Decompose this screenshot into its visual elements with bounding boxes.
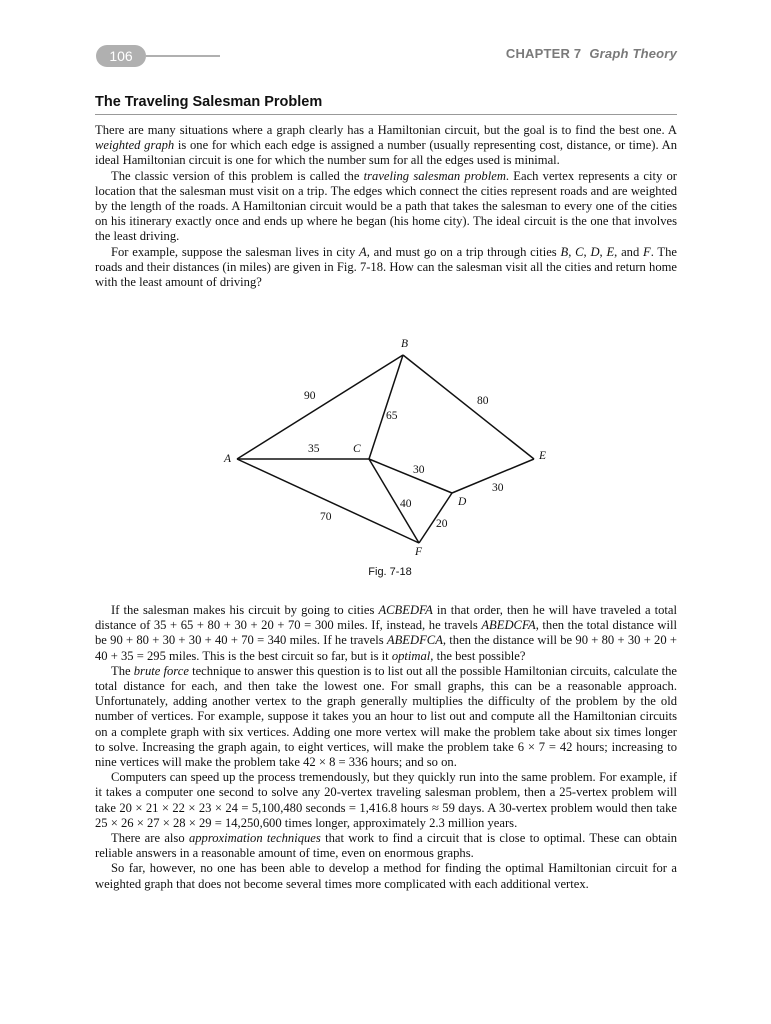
edge-c-d	[369, 459, 452, 493]
paragraph: There are also approximation techniques that work to find a circuit that is close to optimal. These can obtain reliable answers in a reasonable amount of time, even on enormous graphs.	[95, 831, 678, 861]
chapter-label: CHAPTER 7	[505, 46, 582, 61]
paragraph: For example, suppose the salesman lives in city A, and must go on a trip through cities B, C, D, E, and F. The roads and their distances (in miles) are given in Fig. 7-18. How can the salesman visit all the cities and return home with the least amount of driving?	[95, 244, 678, 290]
weighted-graph-diagram	[220, 335, 560, 560]
page-header	[0, 40, 771, 70]
edge-b-c	[369, 355, 403, 459]
term-optimal: optimal	[391, 648, 431, 663]
term-brute-force: brute force	[133, 663, 189, 678]
edge-weight-df: 20	[436, 518, 448, 530]
edge-c-f	[369, 459, 419, 543]
term-weighted-graph: weighted graph	[95, 138, 175, 153]
vertex-label-b: B	[401, 338, 409, 350]
intro-text	[95, 123, 677, 290]
edge-weight-cd: 30	[413, 464, 425, 476]
edge-weight-bc: 65	[386, 410, 398, 422]
route-acbedfa: ACBEDFA	[378, 603, 433, 617]
header-rule	[146, 55, 220, 57]
figure-caption: Fig. 7-18	[368, 566, 412, 578]
paragraph: The brute force technique to answer this question is to list out all the possible Hamiltonian circuits, calculate the total distance for each, and then take the lowest one. For small graphs, this can be a reasonable approach. Unfortunately, adding another vertex to the graph generally multiplies the difficulty of the problem by the old number of vertices. For example, suppose it takes you an hour to list out and compute all the Hamiltonian circuits on a complete graph with six vertices. Adding one more vertex will make the problem take about six times longer to solve. Increasing the graph again, to eight vertices, will make the problem take 6 × 7 = 42 hours; increasing to nine vertices will make the problem take 42 × 8 = 336 hours; and so on.	[95, 663, 678, 770]
edge-weight-be: 80	[477, 395, 489, 407]
chapter-title: Graph Theory	[589, 46, 677, 61]
edge-a-b	[237, 355, 403, 459]
paragraph: The classic version of this problem is called the traveling salesman problem. Each vertex represents a city or location that the salesman must visit on a trip. The edges which connect the cities represent roads and are weighted by the length of the roads. A Hamiltonian circuit would be a path that takes the salesman to every one of the cities on his itinerary exactly once and ends up where he began (his home city). The ideal circuit is the one that involves the least driving.	[95, 168, 677, 244]
paragraph: Computers can speed up the process tremendously, but they quickly run into the same problem. For example, if it takes a computer one second to solve any 20-vertex traveling salesman problem, then a 25-vertex problem will take 20 × 21 × 22 × 23 × 24 = 5,100,480 seconds = 1,416.8 hours ≈ 59 days. A 30-vertex problem would then take 25 × 26 × 27 × 28 × 29 = 14,250,600 times longer, approximately 2.3 million years.	[95, 770, 677, 830]
vertex-label-d: D	[458, 496, 467, 508]
vertex-label-f: F	[415, 546, 423, 558]
edge-weight-ac: 35	[308, 443, 320, 455]
edge-b-e	[403, 355, 534, 459]
paragraph: So far, however, no one has been able to develop a method for finding the optimal Hamiltonian circuit for a weighted graph that does not become several times more complicated with each additional vertex.	[95, 861, 677, 891]
edge-a-f	[237, 459, 419, 543]
vertex-label-e: E	[539, 450, 547, 462]
edge-weight-cf: 40	[400, 498, 412, 510]
paragraph: There are many situations where a graph clearly has a Hamiltonian circuit, but the goal is to find the best one. A weighted graph is one for which each edge is assigned a number (usually representing cost, distance, or time). An ideal Hamiltonian circuit is one for which the number sum for all the edges used is minimal.	[95, 123, 677, 168]
figure-7-18	[220, 335, 560, 585]
vertex-label-c: C	[353, 443, 361, 455]
chapter-heading	[506, 46, 677, 61]
page-number: 106	[96, 45, 146, 67]
term-traveling-salesman: traveling salesman problem	[363, 168, 506, 183]
vertex-label-a: A	[224, 453, 232, 465]
discussion-text	[95, 603, 677, 892]
edge-weight-af: 70	[320, 511, 332, 523]
edge-weight-ab: 90	[304, 390, 316, 402]
route-abedcfa: ABEDCFA	[481, 618, 536, 633]
route-abedfca: ABEDFCA	[386, 633, 443, 648]
term-approximation-techniques: approximation techniques	[188, 831, 321, 846]
paragraph: If the salesman makes his circuit by going to cities ACBEDFA in that order, then he will have traveled a total distance of 35 + 65 + 80 + 30 + 20 + 70 = 300 miles. If, instead, he travels ABEDCFA, then the total distance will be 90 + 80 + 30 + 30 + 40 + 70 = 340 miles. If he travels ABEDFCA, then the distance will be 90 + 80 + 30 + 20 + 40 + 35 = 295 miles. This is the best circuit so far, but is it optimal, the best possible?	[95, 603, 678, 663]
edge-weight-de: 30	[492, 482, 504, 494]
section-title: The Traveling Salesman Problem	[95, 94, 677, 115]
